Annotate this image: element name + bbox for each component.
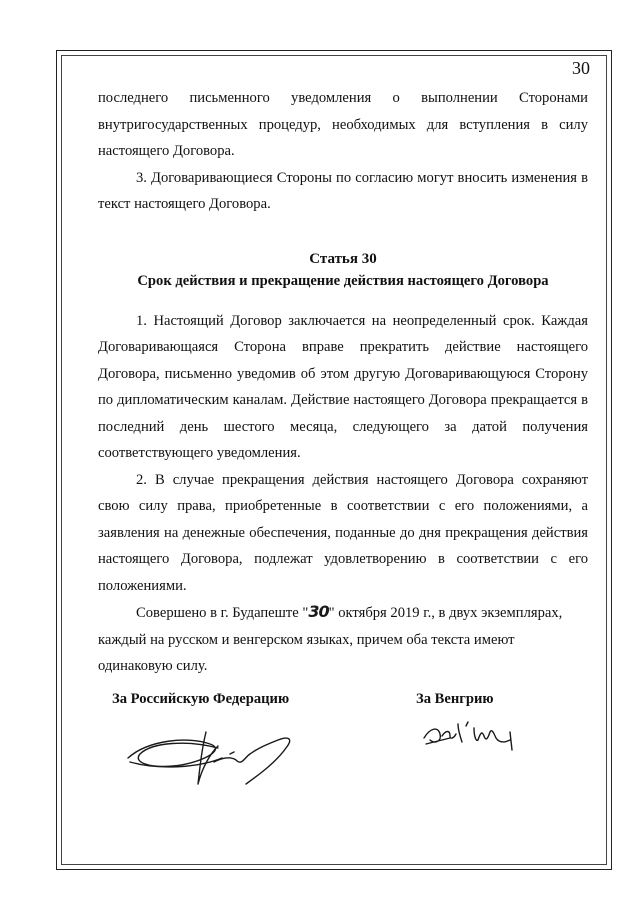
continuation-paragraph: последнего письменного уведомления о выполнении Сторонами внутригосударственных процедур, необходимых для вступления в силу настоящего Договора.	[98, 90, 588, 159]
closing-line-1	[98, 599, 588, 627]
article-title: Срок действия и прекращение действия настоящего Договора	[137, 272, 549, 289]
closing-before-date: Совершено в г. Будапеште "	[136, 605, 309, 621]
handwritten-day: 30	[308, 602, 329, 621]
document-body	[98, 85, 588, 680]
article-item-1: 1. Настоящий Договор заключается на неопределенный срок. Каждая Договаривающаяся Сторона вправе прекратить действие настоящего Договора, письменно уведомив об этом другую Договаривающуюся Сторону по дипломатическим каналам. Действие настоящего Договора прекращается в последний день шестого месяца, следующего за датой получения соответствующего уведомления.	[98, 312, 588, 461]
article-heading: Статья 30	[309, 250, 377, 267]
article-item-2: 2. В случае прекращения действия настоящего Договора сохраняют свою силу права, приобретенные в соответствии с его положениями, а заявления на денежные обеспечения, поданные до дня прекращения действия настоящего Договора, подлежат удовлетворению в соответствии с его положениями.	[98, 471, 588, 594]
signature-hungary-icon	[420, 714, 530, 754]
signature-russia-icon	[118, 718, 308, 793]
signature-caption-hungary: За Венгрию	[416, 691, 494, 707]
closing-after-date: " октября 2019 г., в двух экземплярах,	[328, 605, 563, 621]
closing-line-3: одинаковую силу.	[98, 658, 208, 674]
closing-line-2: каждый на русском и венгерском языках, причем оба текста имеют	[98, 631, 515, 648]
paragraph-item-3: 3. Договаривающиеся Стороны по согласию могут вносить изменения в текст настоящего Договора.	[98, 169, 588, 212]
page-number: 30	[572, 58, 590, 78]
signature-caption-russia: За Российскую Федерацию	[112, 691, 290, 707]
